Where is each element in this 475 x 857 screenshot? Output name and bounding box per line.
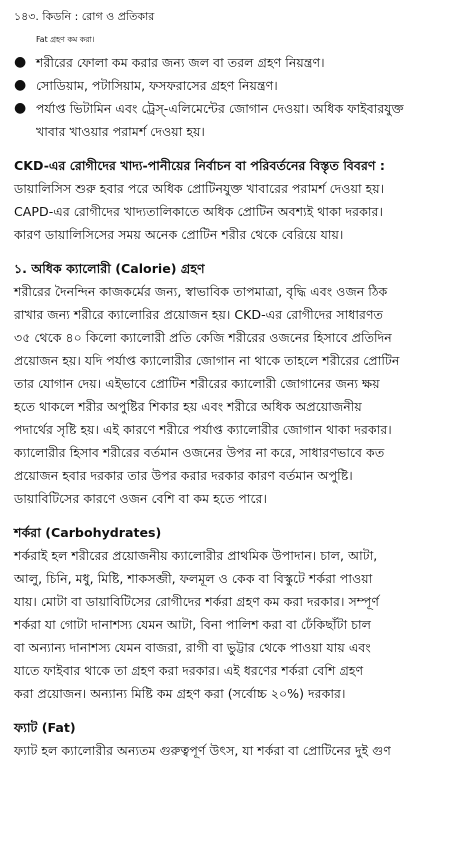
paragraph-line: CAPD-এর রোগীদের খাদ্যতালিকাতে অধিক প্রোটিন অবশ্যই থাকা দরকার। — [14, 204, 383, 219]
paragraph-line: প্রয়োজন হবার দরকার তার উপর করার দরকার কারণ বর্তমান অপুষ্টি। — [14, 468, 353, 483]
bullet-item — [14, 74, 467, 97]
bullet-list — [14, 51, 467, 143]
paragraph-line: ডায়াবিটিসের কারণে ওজন বেশি বা কম হতে পারে। — [14, 491, 267, 506]
paragraph-line: শরীরের দৈনন্দিন কাজকর্মের জন্য, স্বাভাবিক তাপমাত্রা, বৃদ্ধি এবং ওজন ঠিক — [14, 284, 388, 299]
paragraph-line: রাখার জন্য শরীরে ক্যালোরির প্রয়োজন হয়। CKD-এর রোগীদের সাধারণত — [14, 307, 384, 322]
paragraph-calorie — [14, 280, 467, 510]
paragraph-line: প্রয়োজন হয়। যদি পর্যাপ্ত ক্যালোরীর জোগান না থাকে তাহলে শরীরের প্রোটিন — [14, 353, 400, 368]
paragraph-line: হতে থাকলে শরীর অপুষ্টির শিকার হয় এবং শরীরে অধিক অপ্রয়োজনীয় — [14, 399, 362, 414]
paragraph-line: করা প্রয়োজন। অন্যান্য মিষ্টি কম গ্রহণ করা (সর্বোচ্চ ২০%) দরকার। — [14, 686, 346, 701]
paragraph-carbohydrates — [14, 544, 467, 705]
paragraph-fat — [14, 739, 467, 762]
paragraph-line: শর্করা যা গোটা দানাশস্য যেমন আটা, বিনা পালিশ করা বা ঢেঁকিছাঁটা চাল — [14, 617, 372, 632]
bullet-line: শরীরের ফোলা কম করার জন্য জল বা তরল গ্রহণ নিয়ন্ত্রণ। — [36, 55, 325, 70]
paragraph-line: ডায়ালিসিস শুরু হবার পরে অধিক প্রোটিনযুক্ত খাবারের পরামর্শ দেওয়া হয়। — [14, 181, 385, 196]
paragraph-line: বা অন্যান্য দানাশস্য যেমন বাজরা, রাগী বা ভুট্টার থেকে পাওয়া যায় এবং — [14, 640, 371, 655]
intro-line: Fat গ্রহণ কম করা। — [36, 35, 95, 44]
paragraph-line: যায়। মোটা বা ডায়াবিটিসের রোগীদের শর্করা গ্রহণ কম করা দরকার। সম্পূর্ণ — [14, 594, 379, 609]
bullet-item — [14, 51, 467, 74]
paragraph-line: যাতে ফাইবার থাকে তা গ্রহণ করা দরকার। এই ধরণের শর্করা বেশি গ্রহণ — [14, 663, 364, 678]
paragraph-line: শর্করাই হল শরীরের প্রয়োজনীয় ক্যালোরীর প্রাথমিক উপাদান। চাল, আটা, — [14, 548, 378, 563]
paragraph-line: পদার্থের সৃষ্টি হয়। এই কারণে শরীরে পর্যাপ্ত ক্যালোরীর জোগান থাকা দরকার। — [14, 422, 392, 437]
section-heading-fat: ফ্যাট (Fat) — [14, 720, 76, 735]
bullet-dot-icon: ● — [14, 54, 27, 70]
bullet-line: খাবার খাওয়ার পরামর্শ দেওয়া হয়। — [36, 124, 205, 139]
paragraph-line: ফ্যাট হল ক্যালোরীর অন্যতম গুরুত্বপূর্ণ উৎস, যা শর্করা বা প্রোটিনের দুই গুণ — [14, 743, 391, 758]
paragraph-line: কারণ ডায়ালিসিসের সময় অনেক প্রোটিন শরীর থেকে বেরিয়ে যায়। — [14, 227, 344, 242]
running-head: ১৪৩. কিডনি : রোগ ও প্রতিকার — [14, 10, 155, 23]
paragraph-line: ৩৫ থেকে ৪০ কিলো ক্যালোরী প্রতি কেজি শরীরের ওজনের হিসাবে প্রতিদিন — [14, 330, 392, 345]
bullet-line: পর্যাপ্ত ভিটামিন এবং ট্রেস্-এলিমেন্টের জোগান দেওয়া। অধিক ফাইবারযুক্ত — [36, 101, 404, 116]
bullet-line: সোডিয়াম, পটাসিয়াম, ফসফরাসের গ্রহণ নিয়ন্ত্রণ। — [36, 78, 278, 93]
paragraph-ckd — [14, 177, 467, 246]
bullet-item — [14, 97, 467, 143]
paragraph-line: আলু, চিনি, মধু, মিষ্টি, শাকসব্জী, ফলমূল ও কেক বা বিস্কুটে শর্করা পাওয়া — [14, 571, 373, 586]
bullet-dot-icon: ● — [14, 77, 27, 93]
paragraph-line: তার যোগান দেয়। এইভাবে প্রোটিন শরীরের ক্যালোরী জোগানের জন্য ক্ষয় — [14, 376, 380, 391]
bullet-dot-icon: ● — [14, 100, 27, 116]
section-heading-carbohydrates: শর্করা (Carbohydrates) — [14, 525, 162, 540]
section-heading-ckd: CKD-এর রোগীদের খাদ্য-পানীয়ের নির্বাচন বা পরিবর্তনের বিস্তৃত বিবরণ : — [14, 158, 385, 173]
section-heading-calorie: ১. অধিক ক্যালোরী (Calorie) গ্রহণ — [14, 261, 205, 276]
paragraph-line: ক্যালোরীর হিসাব শরীরের বর্তমান ওজনের উপর না করে, সাধারণভাবে কত — [14, 445, 385, 460]
